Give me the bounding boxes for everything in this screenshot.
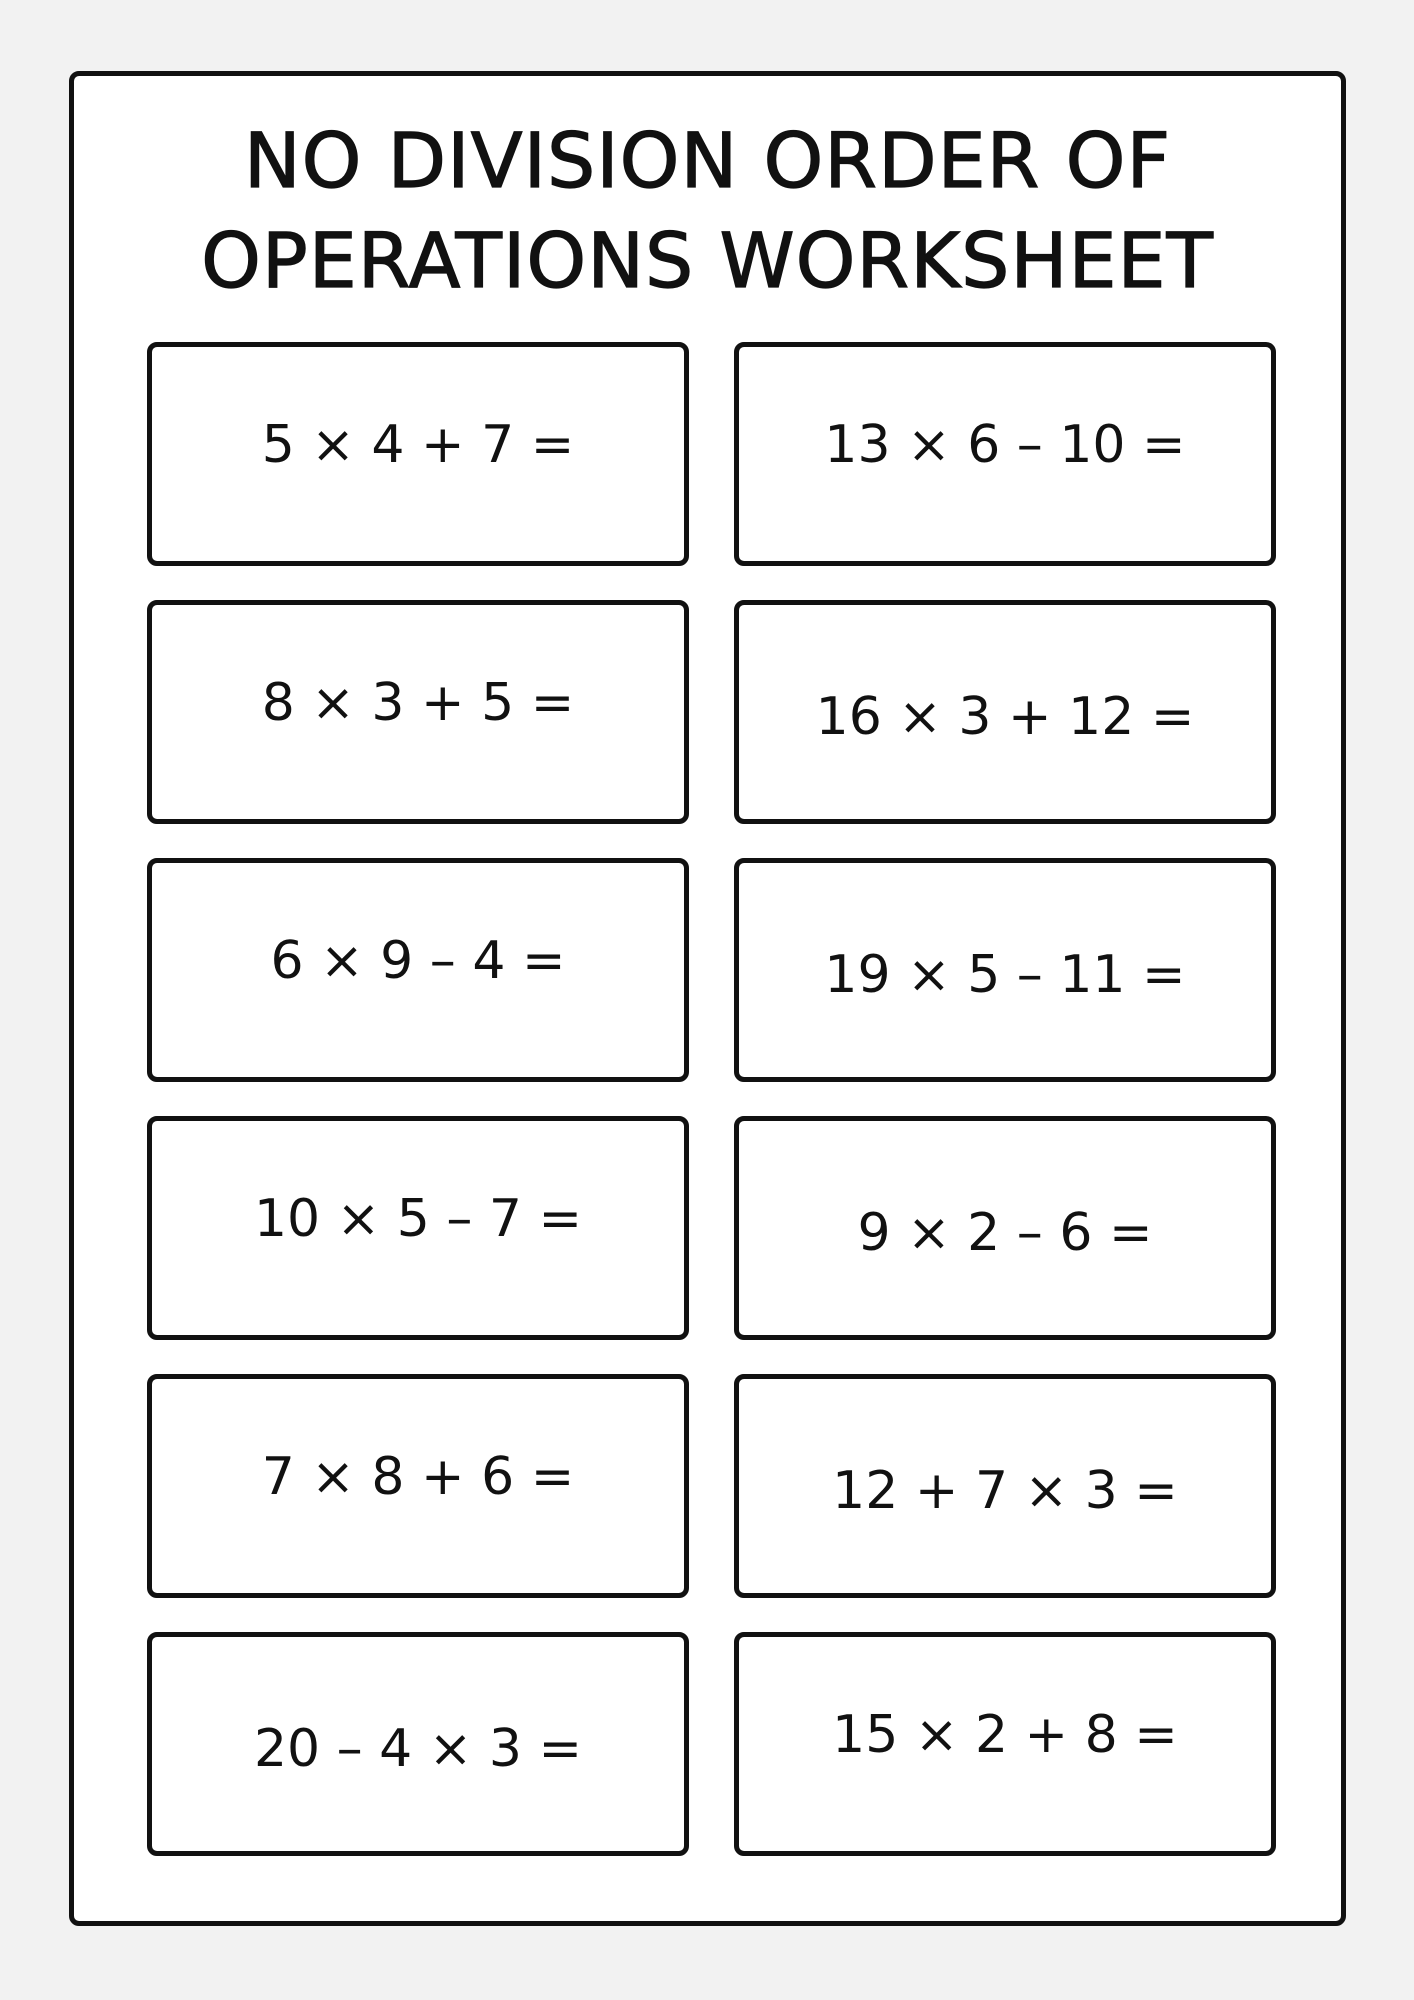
- problem-5: 6 × 9 – 4 =: [270, 931, 566, 991]
- title-line-2: OPERATIONS WORKSHEET: [201, 216, 1214, 305]
- problem-12: 15 × 2 + 8 =: [832, 1705, 1178, 1765]
- problem-box-1: [147, 342, 689, 566]
- problem-box-9: [147, 1374, 689, 1598]
- problem-box-2: [734, 342, 1276, 566]
- problem-box-10: [734, 1374, 1276, 1598]
- problem-box-4: [734, 600, 1276, 824]
- worksheet-page: [69, 71, 1346, 1926]
- problem-7: 10 × 5 – 7 =: [253, 1189, 583, 1249]
- title-line-1: NO DIVISION ORDER OF: [243, 116, 1172, 205]
- problem-box-7: [147, 1116, 689, 1340]
- problem-6: 19 × 5 – 11 =: [824, 945, 1186, 1005]
- problem-box-3: [147, 600, 689, 824]
- problem-2: 13 × 6 – 10 =: [824, 415, 1186, 475]
- problem-box-5: [147, 858, 689, 1082]
- problem-3: 8 × 3 + 5 =: [261, 673, 575, 733]
- problem-9: 7 × 8 + 6 =: [261, 1447, 575, 1507]
- problem-box-12: [734, 1632, 1276, 1856]
- problem-8: 9 × 2 – 6 =: [857, 1203, 1153, 1263]
- problem-box-11: [147, 1632, 689, 1856]
- problem-1: 5 × 4 + 7 =: [261, 415, 575, 475]
- problem-10: 12 + 7 × 3 =: [832, 1461, 1178, 1521]
- problem-11: 20 – 4 × 3 =: [253, 1719, 583, 1779]
- worksheet-title: [74, 111, 1341, 311]
- problem-box-6: [734, 858, 1276, 1082]
- problem-4: 16 × 3 + 12 =: [815, 687, 1195, 747]
- problem-box-8: [734, 1116, 1276, 1340]
